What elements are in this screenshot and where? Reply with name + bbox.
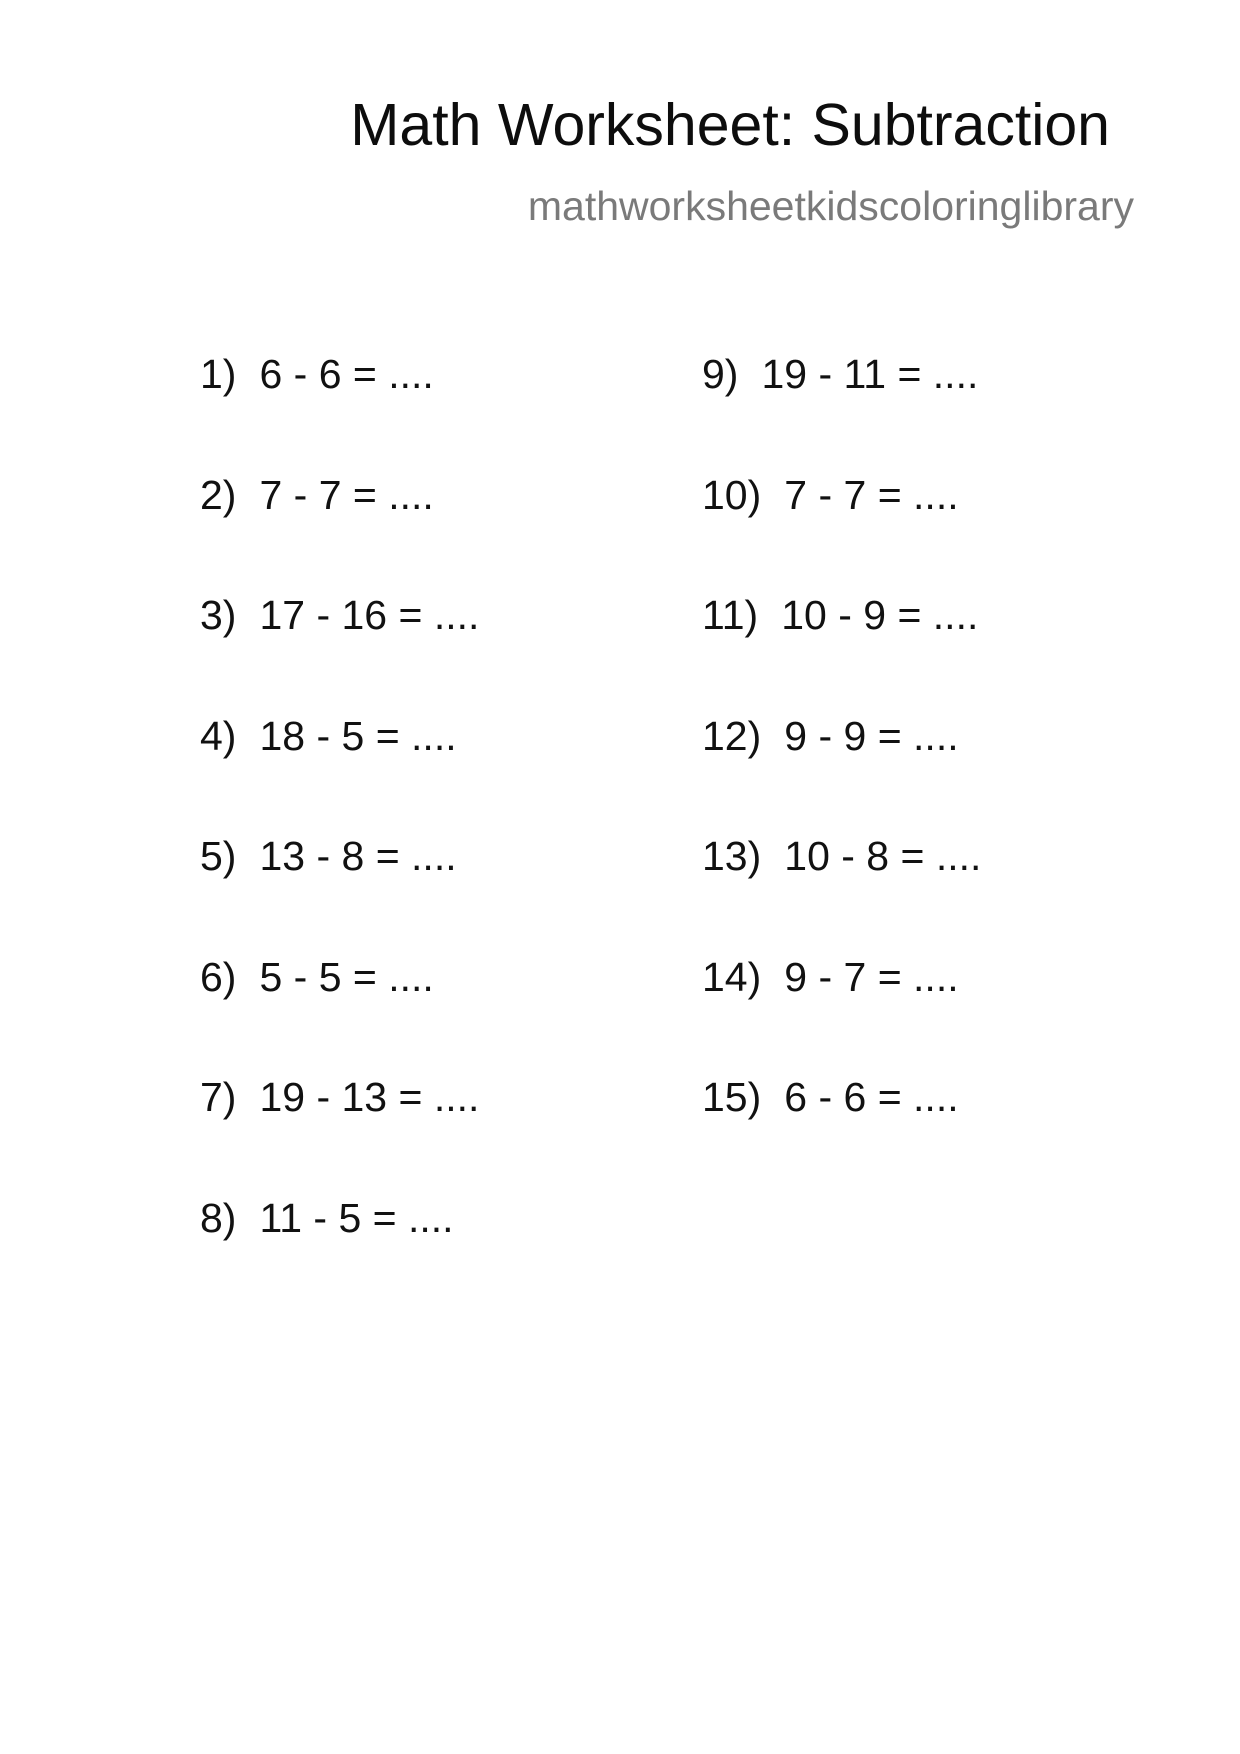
- problem-expression: 10 - 9 = ....: [781, 592, 979, 638]
- problem-9: [702, 351, 981, 475]
- problem-expression: 7 - 7 = ....: [259, 471, 434, 518]
- problem-expression: 6 - 6 = ....: [259, 351, 434, 397]
- problem-8: [200, 1194, 479, 1319]
- problem-3: [200, 592, 480, 716]
- problem-expression: 5 - 5 = ....: [259, 953, 434, 1000]
- problem-number: 4): [200, 712, 237, 759]
- problem-7: [200, 1074, 480, 1198]
- problem-number: 2): [200, 471, 237, 518]
- problem-expression: 9 - 7 = ....: [784, 953, 959, 1000]
- problem-13: [702, 833, 982, 957]
- problem-number: 14): [702, 953, 762, 1000]
- problem-4: [200, 712, 479, 837]
- problem-2: [200, 471, 479, 596]
- problem-number: 8): [200, 1194, 237, 1241]
- problem-number: 1): [200, 351, 237, 397]
- problem-10: [702, 471, 981, 596]
- problem-expression: 19 - 13 = ....: [259, 1074, 480, 1120]
- problem-number: 13): [702, 833, 762, 879]
- problems-left-column: [200, 351, 480, 1318]
- problem-expression: 17 - 16 = ....: [259, 592, 480, 638]
- problem-expression: 10 - 8 = ....: [784, 833, 982, 879]
- problem-expression: 9 - 9 = ....: [784, 712, 959, 759]
- problem-number: 9): [702, 351, 739, 397]
- problem-expression: 19 - 11 = ....: [761, 351, 979, 397]
- problem-12: [702, 712, 981, 837]
- problem-number: 7): [200, 1074, 237, 1120]
- page-title: Math Worksheet: Subtraction: [350, 92, 1110, 158]
- problem-number: 11): [702, 592, 759, 638]
- problem-14: [702, 953, 981, 1078]
- problem-1: [200, 351, 479, 475]
- problem-number: 15): [702, 1074, 762, 1120]
- problem-11: [702, 592, 981, 716]
- problem-expression: 6 - 6 = ....: [784, 1074, 959, 1120]
- problem-expression: 11 - 5 = ....: [259, 1194, 454, 1241]
- problem-expression: 13 - 8 = ....: [259, 833, 457, 879]
- problem-number: 6): [200, 953, 237, 1000]
- problem-5: [200, 833, 479, 957]
- problem-number: 3): [200, 592, 237, 638]
- problem-6: [200, 953, 479, 1078]
- problem-number: 10): [702, 471, 762, 518]
- problem-number: 12): [702, 712, 762, 759]
- problem-15: [702, 1074, 981, 1198]
- problem-number: 5): [200, 833, 237, 879]
- problem-expression: 7 - 7 = ....: [784, 471, 959, 518]
- problems-right-column: [702, 351, 982, 1198]
- page-subtitle: mathworksheetkidscoloringlibrary: [527, 183, 1134, 229]
- problem-expression: 18 - 5 = ....: [259, 712, 457, 759]
